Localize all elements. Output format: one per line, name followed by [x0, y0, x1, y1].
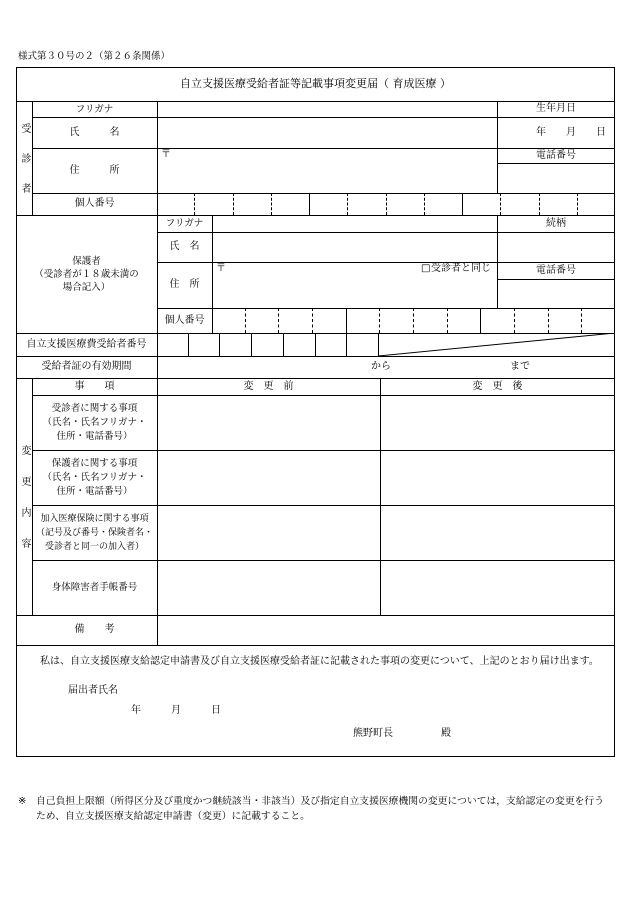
guardian-furigana-label: フリガナ	[165, 218, 204, 229]
grid-line	[157, 232, 615, 233]
patient-my-number-digit-cell	[194, 193, 232, 215]
guardian-section-label: 保護者 （受診者が１８歳未満の 場合記入）	[34, 255, 139, 293]
recipient-number-digit-cell	[315, 333, 347, 356]
guardian-postal-mark: 〒	[216, 263, 226, 274]
patient-my-number-digit-cell	[462, 193, 500, 215]
guardian-my-number-digit-cell	[312, 308, 346, 333]
recipient-number-cells	[157, 333, 378, 356]
recipient-number-digit-cell	[157, 333, 188, 356]
validity-to-suffix: まで	[510, 361, 530, 372]
footnote-mark: ※	[18, 796, 27, 807]
grid-line	[497, 163, 615, 164]
recipient-number-label: 自立支援医療費受給者番号	[26, 338, 147, 350]
remarks-field	[157, 615, 615, 645]
footnote-line: ため、自立支援医療支給認定申請書（変更）に記載すること。	[36, 811, 310, 822]
grid-line	[16, 645, 615, 646]
patient-my-number-digit-cell	[157, 193, 194, 215]
grid-line	[497, 279, 615, 280]
guardian-my-number-label: 個人番号	[164, 314, 205, 326]
change-row-label-patient: 受診者に関する事項 （氏名・氏名フリガナ・ 住所・電話番号）	[42, 402, 147, 442]
recipient-number-digit-cell	[251, 333, 283, 356]
guardian-my-number-digit-cell	[346, 308, 380, 333]
guardian-relationship-label: 続柄	[546, 217, 566, 229]
guardian-relationship-field	[497, 232, 615, 262]
patient-my-number-digit-cell	[577, 193, 615, 215]
form-number: 様式第３０号の２（第２６条関係）	[18, 51, 171, 62]
recipient-number-digit-cell	[283, 333, 315, 356]
patient-name-field	[157, 117, 497, 148]
patient-my-number-digit-cell	[539, 193, 577, 215]
guardian-my-number-digit-cell	[447, 308, 481, 333]
patient-furigana-field	[157, 101, 497, 117]
patient-phone-field	[497, 163, 615, 193]
patient-my-number-cells	[157, 193, 615, 215]
patient-my-number-digit-cell	[271, 193, 309, 215]
guardian-my-number-digit-cell	[581, 308, 615, 333]
change-row-label-disability-handbook: 身体障害者手帳番号	[51, 581, 138, 593]
change-row-label-guardian: 保護者に関する事項 （氏名・氏名フリガナ・ 住所・電話番号）	[42, 457, 147, 497]
recipient-number-digit-cell	[219, 333, 251, 356]
guardian-phone-field	[497, 279, 615, 308]
guardian-my-number-digit-cell	[245, 308, 279, 333]
patient-phone-label: 電話番号	[536, 149, 576, 161]
patient-furigana-label: フリガナ	[75, 103, 114, 115]
patient-my-number-digit-cell	[347, 193, 385, 215]
patient-birthdate-format: 年 月 日	[536, 127, 606, 138]
remarks-label: 備 考	[74, 624, 115, 635]
declaration-date: 年 月 日	[131, 705, 221, 716]
changes-section	[16, 378, 32, 615]
form-title: 自立支援医療受給者証等記載事項変更届（ 育成医療 ）	[180, 77, 451, 90]
changes-section-label: 変更内容	[19, 445, 30, 569]
addressee-honorific: 殿	[441, 728, 451, 739]
diagonal-strike-line	[378, 333, 615, 356]
guardian-my-number-digit-cell	[212, 308, 245, 333]
changes-item-header: 事 項	[74, 380, 115, 392]
guardian-phone-label: 電話番号	[536, 264, 576, 276]
guardian-my-number-digit-cell	[413, 308, 447, 333]
patient-my-number-label: 個人番号	[74, 198, 115, 209]
patient-my-number-digit-cell	[309, 193, 347, 215]
patient-my-number-digit-cell	[233, 193, 271, 215]
guardian-my-number-cells	[212, 308, 615, 333]
changes-after-header: 変 更 後	[472, 380, 523, 392]
guardian-my-number-digit-cell	[379, 308, 413, 333]
changes-before-header: 変 更 前	[243, 380, 294, 392]
recipient-number-digit-cell	[188, 333, 220, 356]
declaration-statement: 私は、自立支援医療支給認定申請書及び自立支援医療受給者証に記載された事項の変更について、上記のとおり届け出ます。	[40, 656, 599, 667]
recipient-number-digit-cell	[346, 333, 378, 356]
grid-line	[157, 101, 158, 645]
patient-section-label: 受診者	[19, 123, 30, 213]
patient-my-number-digit-cell	[500, 193, 538, 215]
patient-address-field	[157, 148, 497, 193]
guardian-name-label: 氏 名	[169, 241, 200, 252]
guardian-my-number-digit-cell	[514, 308, 548, 333]
same-as-patient-checkbox: □	[421, 263, 431, 274]
guardian-my-number-digit-cell	[548, 308, 582, 333]
footnote-line: 自己負担上限額（所得区分及び重度かつ継続該当・非該当）及び指定自立支援医療機関の変更については，支給認定の変更を行う	[36, 796, 605, 807]
guardian-my-number-digit-cell	[278, 308, 312, 333]
applicant-name-label: 届出者氏名	[68, 685, 118, 696]
patient-address-label: 住 所	[69, 164, 120, 176]
change-row-label-insurance: 加入医療保険に関する事項 （記号及び番号・保険者名・ 受診者と同一の加入者）	[35, 513, 153, 552]
validity-period-label: 受給者証の有効期間	[41, 361, 132, 372]
patient-section	[16, 101, 32, 215]
addressee: 熊野町長	[353, 728, 393, 739]
guardian-name-field	[212, 232, 497, 262]
grid-line	[380, 378, 381, 615]
guardian-my-number-digit-cell	[480, 308, 514, 333]
guardian-furigana-field	[212, 215, 497, 232]
patient-birthdate-label: 生年月日	[536, 103, 576, 114]
same-as-patient-label: 受診者と同じ	[431, 263, 491, 274]
validity-from-suffix: から	[371, 361, 391, 372]
patient-postal-mark: 〒	[161, 149, 171, 160]
patient-my-number-digit-cell	[386, 193, 424, 215]
patient-my-number-digit-cell	[424, 193, 462, 215]
guardian-address-label: 住 所	[169, 279, 200, 290]
patient-name-label: 氏 名	[69, 126, 120, 138]
